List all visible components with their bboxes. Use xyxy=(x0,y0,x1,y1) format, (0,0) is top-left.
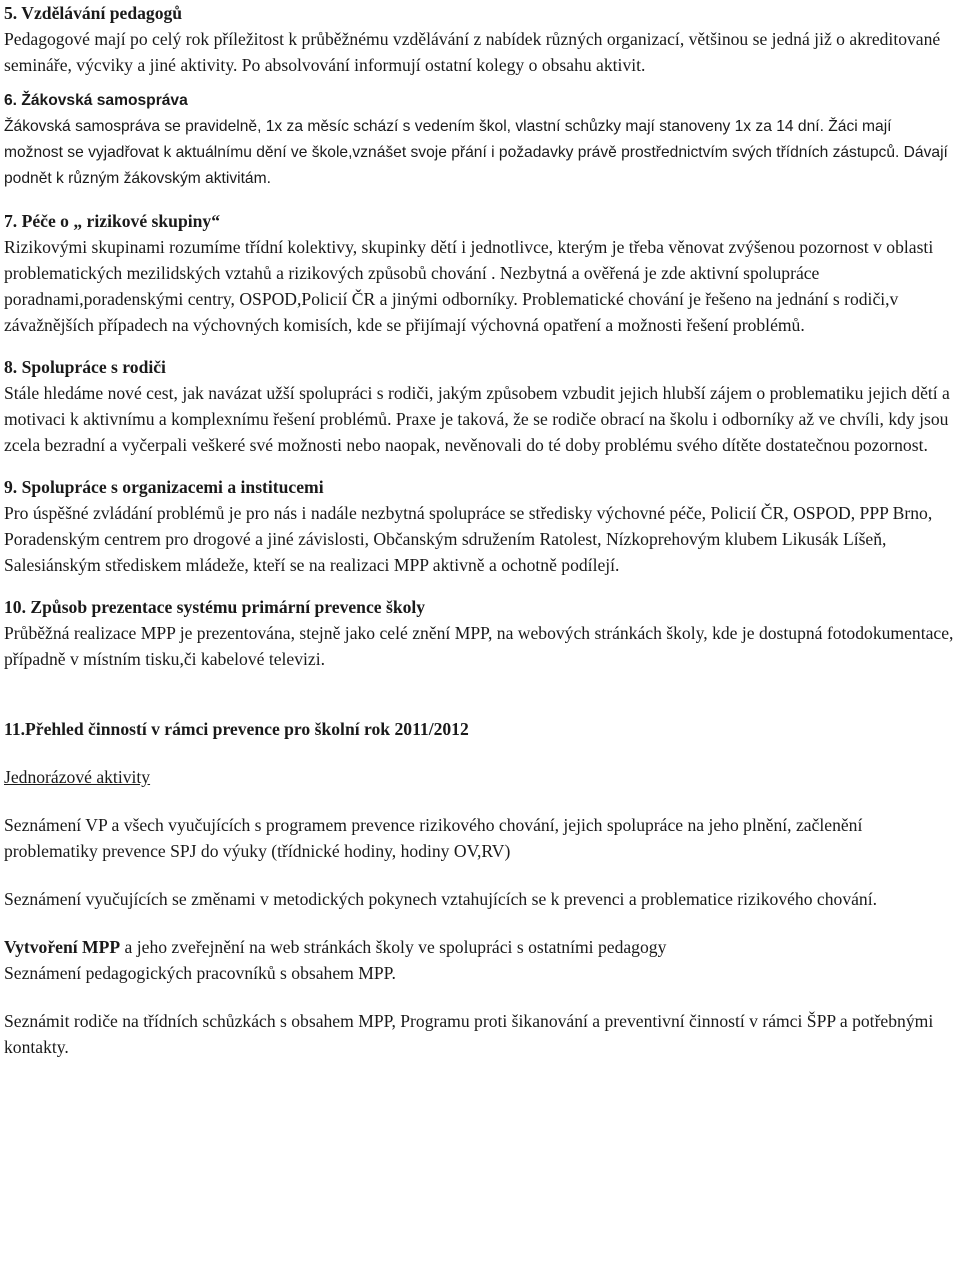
section-5-body: Pedagogové mají po celý rok příležitost k průběžnému vzdělávání z nabídek různých organizací, většinou se jedná již o akreditované semináře, výcviky a jiné aktivity. Po absolvování informují ostatní kolegy o obsahu aktivit. xyxy=(4,29,941,75)
activity-item-3 xyxy=(4,934,954,960)
section-6-body-part1: Žákovská samospráva se pravidelně, 1x za měsíc schází s vedením škol, vlastní schůzky mají stanoveny 1x za 14 dní. xyxy=(4,118,829,135)
section-5 xyxy=(4,0,954,78)
section-10-body: Průběžná realizace MPP je prezentována, stejně jako celé znění MPP, na webových stránkách školy, kde je dostupná fotodokumentace, případně v místním tisku,či kabelové televizi. xyxy=(4,623,954,669)
section-9-body: Pro úspěšné zvládání problémů je pro nás i nadále nezbytná spolupráce se středisky výchovné péče, Policií ČR, OSPOD, PPP Brno, Poradenským centrem pro drogové a jiné závislosti, Občanským sdružením Ratolest, Nízkoprehovým klubem Likusák Líšeň, Salesiánským střediskem mládeže, kteří se na realizaci MPP aktivně a ochotně podílejí. xyxy=(4,503,933,575)
section-6 xyxy=(4,88,954,192)
section-6-heading: 6. Žákovská samospráva xyxy=(4,92,188,109)
section-8 xyxy=(4,354,954,458)
activity-item-1: Seznámení VP a všech vyučujících s programem prevence rizikového chování, jejich spolupráce na jeho plnění, začlenění problematiky prevence SPJ do výuky (třídnické hodiny, hodiny OV,RV) xyxy=(4,815,863,861)
section-9-heading: 9. Spolupráce s organizacemi a institucemi xyxy=(4,477,324,497)
activity-item-2: Seznámení vyučujících se změnami v metodických pokynech vztahujících se k prevenci a problematice rizikového chování. xyxy=(4,889,878,909)
section-7-body: Rizikovými skupinami rozumíme třídní kolektivy, skupinky dětí i jednotlivce, kterým je třeba věnovat zvýšenou pozornost v oblasti problematických mezilidských vztahů a rizikových způsobů chování . Nezbytná a ověřená je zde aktivní spolupráce poradnami,poradenskými centry, OSPOD,Policií ČR a jinými odborníky. Problematické chování je řešeno na jednání s rodiči,v závažnějších případech na výchovných komisích, kde se přijímají výchovná opatření a možnosti řešení problémů. xyxy=(4,237,934,335)
section-7 xyxy=(4,208,954,338)
document-page xyxy=(4,0,954,1060)
section-8-heading: 8. Spolupráce s rodiči xyxy=(4,357,166,377)
section-11-subheading: Jednorázové aktivity xyxy=(4,767,151,787)
activity-item-4: Seznámení pedagogických pracovníků s obsahem MPP. xyxy=(4,963,396,983)
section-6-body xyxy=(4,114,954,192)
section-6-body-part2: Žáci mají možnost se vyjadřovat k aktuálnímu dění ve škole,vznášet svoje přání i požadavky právě prostřednictvím svých třídních zástupců. Dávají podnět k různým žákovským aktivitám. xyxy=(4,118,948,187)
activity-item-5: Seznámit rodiče na třídních schůzkách s obsahem MPP, Programu proti šikanování a preventivní činností v rámci ŠPP a potřebnými kontakty. xyxy=(4,1011,934,1057)
section-11-heading: 11.Přehled činností v rámci prevence pro školní rok 2011/2012 xyxy=(4,719,469,739)
section-7-heading: 7. Péče o „ rizikové skupiny“ xyxy=(4,211,221,231)
activity-item-3-bold: Vytvoření MPP xyxy=(4,937,121,957)
section-5-heading: 5. Vzdělávání pedagogů xyxy=(4,3,183,23)
section-10 xyxy=(4,594,954,672)
section-8-body: Stále hledáme nové cest, jak navázat užší spolupráci s rodiči, jakým způsobem vzbudit jejich hlubší zájem o problematiku jejich dětí a motivaci k aktivnímu a komplexnímu řešení problémů. Praxe je taková, že se rodiče obrací na školu i odborníky až ve chvíli, kdy jsou zcela bezradní a vyčerpali veškeré své možnosti nebo naopak, nevěnovali do té doby problému svého dítěte dostatečnou pozornost. xyxy=(4,383,950,455)
section-11 xyxy=(4,716,954,1060)
activity-item-3-rest: a jeho zveřejnění na web stránkách školy ve spolupráci s ostatními pedagogy xyxy=(120,937,667,957)
section-10-heading: 10. Způsob prezentace systému primární prevence školy xyxy=(4,597,426,617)
section-9 xyxy=(4,474,954,578)
